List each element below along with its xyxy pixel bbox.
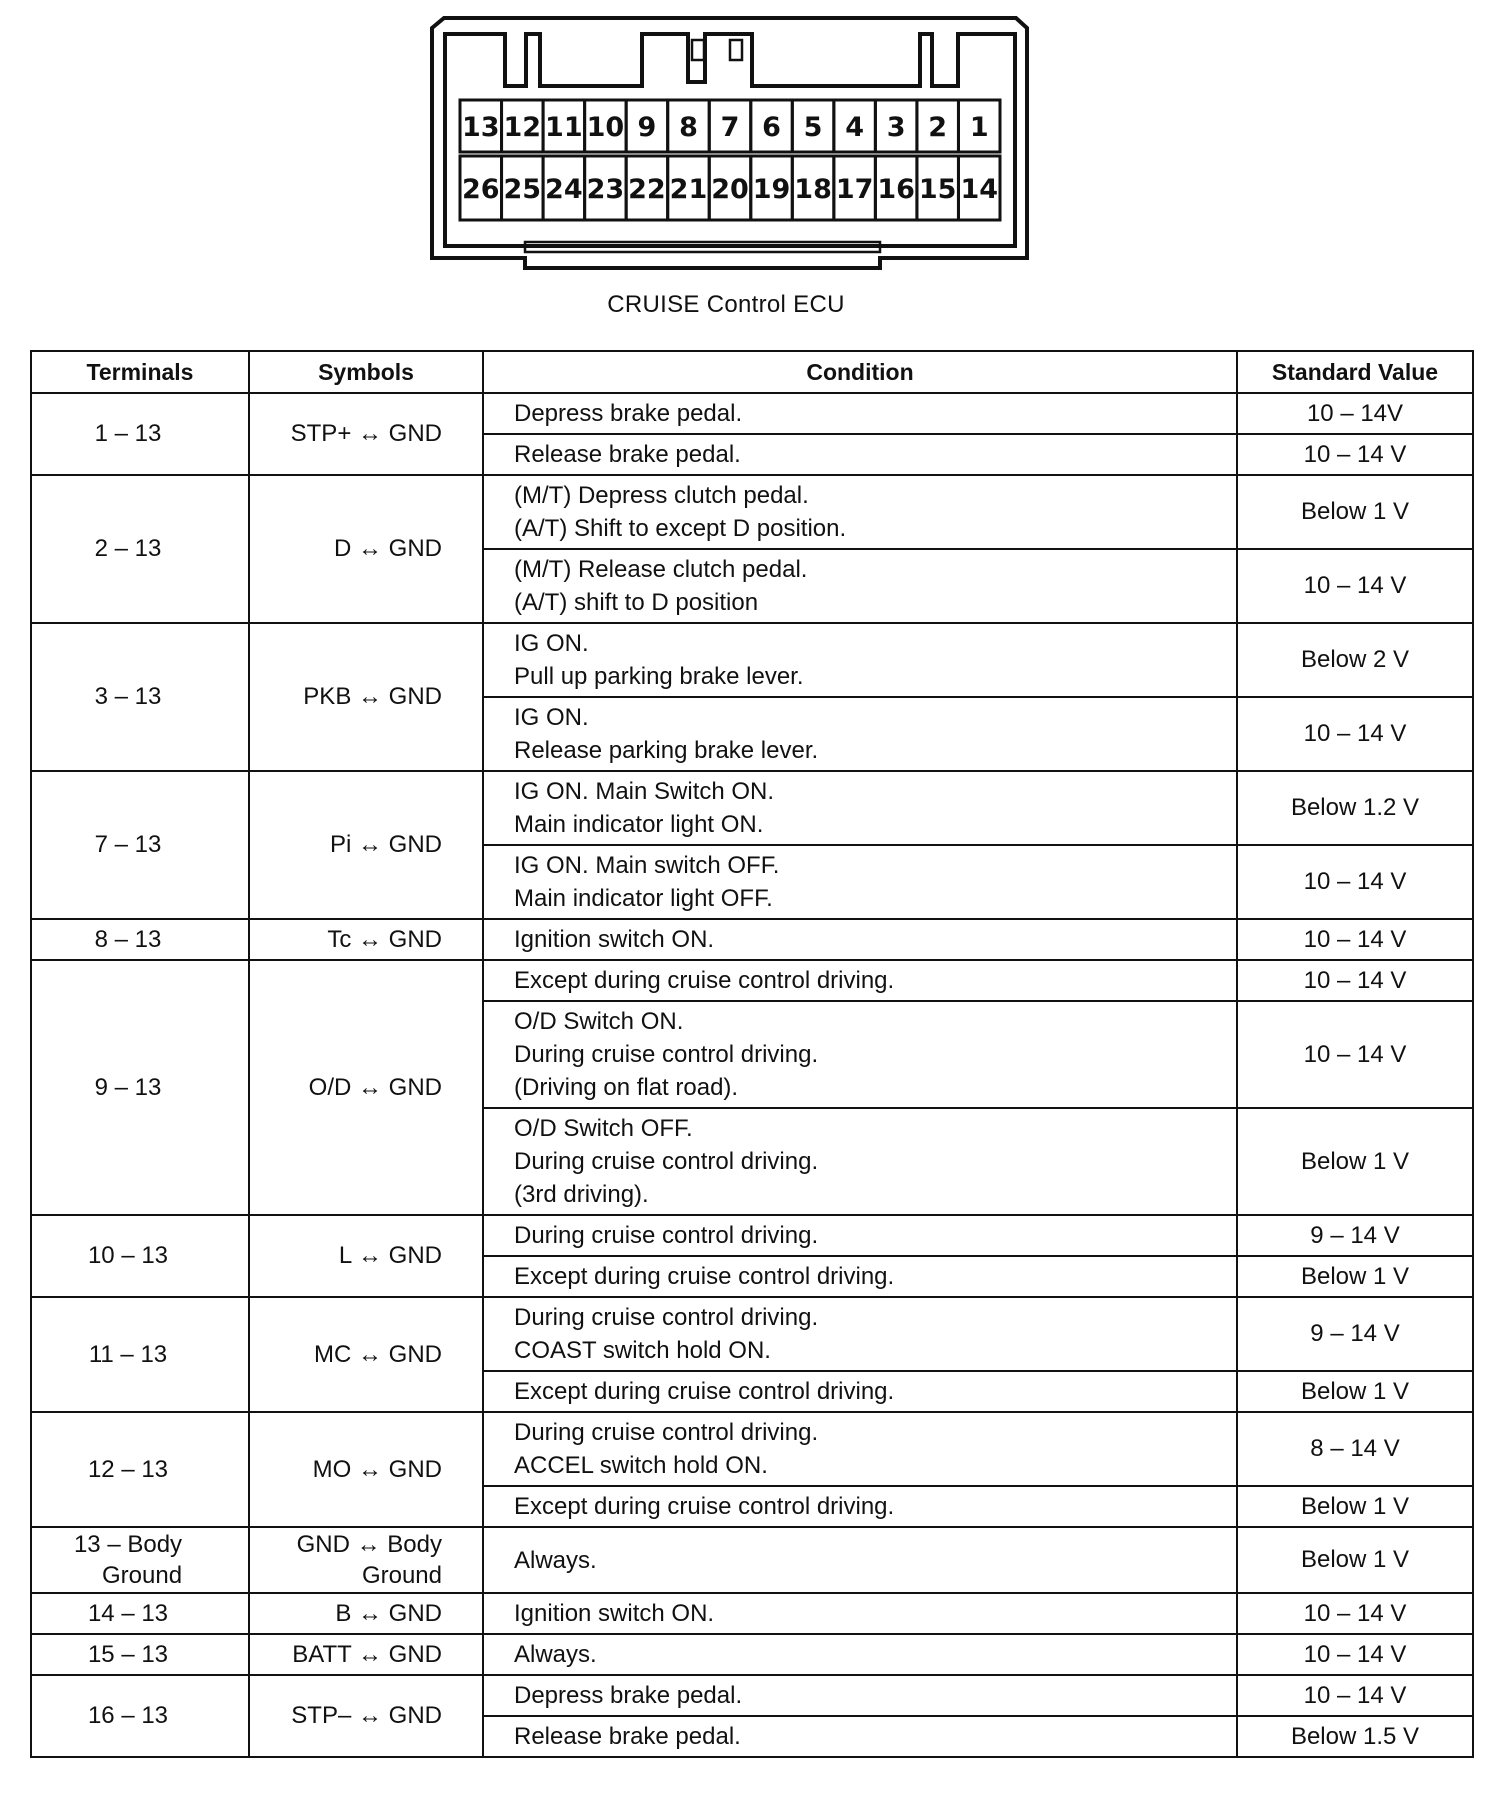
table-row	[31, 623, 1473, 697]
value-cell: Below 1 V	[1237, 1527, 1473, 1593]
symbol-cell: MO ↔ GND	[249, 1412, 483, 1527]
table-row	[31, 771, 1473, 845]
condition-cell: During cruise control driving. ACCEL switch hold ON.	[483, 1412, 1237, 1486]
header-terminals: Terminals	[31, 351, 249, 393]
connector-key-left	[692, 40, 704, 60]
value-cell: Below 1.2 V	[1237, 771, 1473, 845]
value-cell: 10 – 14 V	[1237, 1001, 1473, 1108]
value-cell: 10 – 14 V	[1237, 1675, 1473, 1716]
pin-number: 18	[794, 174, 832, 205]
pin-number: 5	[803, 112, 823, 143]
condition-cell: Depress brake pedal.	[483, 393, 1237, 434]
pin-number: 6	[762, 112, 781, 143]
terminal-spec-table	[30, 350, 1474, 1758]
header-condition: Condition	[483, 351, 1237, 393]
pin-number: 12	[503, 112, 542, 143]
symbol-multiline: GND ↔ Body Ground	[296, 1531, 442, 1589]
condition-cell: Except during cruise control driving.	[483, 1371, 1237, 1412]
pin-number: 1	[969, 112, 989, 143]
value-cell: Below 1.5 V	[1237, 1716, 1473, 1757]
pin-number: 21	[669, 174, 708, 205]
pin-number: 10	[586, 112, 625, 143]
value-cell: 10 – 14 V	[1237, 697, 1473, 771]
symbol-cell	[249, 1527, 483, 1593]
terminal-cell: 10 – 13	[31, 1215, 249, 1297]
terminal-cell: 2 – 13	[31, 475, 249, 623]
condition-cell: O/D Switch ON. During cruise control driving. (Driving on flat road).	[483, 1001, 1237, 1108]
symbol-cell: STP+ ↔ GND	[249, 393, 483, 475]
pin-number: 7	[720, 112, 740, 143]
condition-cell: During cruise control driving. COAST switch hold ON.	[483, 1297, 1237, 1371]
pin-number: 20	[711, 174, 749, 205]
header-standard-value: Standard Value	[1237, 351, 1473, 393]
pin-number: 15	[918, 174, 957, 205]
condition-cell: Release brake pedal.	[483, 434, 1237, 475]
condition-cell: Always.	[483, 1634, 1237, 1675]
value-cell: 10 – 14 V	[1237, 1593, 1473, 1634]
pin-number: 13	[461, 112, 500, 143]
pin-number: 17	[835, 174, 874, 205]
table-row	[31, 1675, 1473, 1716]
symbol-cell: STP– ↔ GND	[249, 1675, 483, 1757]
value-cell: 9 – 14 V	[1237, 1297, 1473, 1371]
table-row	[31, 1412, 1473, 1486]
value-cell: Below 1 V	[1237, 1486, 1473, 1527]
pin-number: 4	[845, 112, 865, 143]
terminal-cell: 3 – 13	[31, 623, 249, 771]
condition-cell: IG ON. Release parking brake lever.	[483, 697, 1237, 771]
table-row	[31, 1297, 1473, 1371]
terminal-cell: 12 – 13	[31, 1412, 249, 1527]
terminal-cell: 8 – 13	[31, 919, 249, 960]
table-body	[31, 393, 1473, 1757]
pin-number: 26	[461, 174, 500, 205]
value-cell: Below 1 V	[1237, 1256, 1473, 1297]
condition-cell: (M/T) Depress clutch pedal. (A/T) Shift to except D position.	[483, 475, 1237, 549]
pin-number: 3	[886, 112, 906, 143]
value-cell: 10 – 14 V	[1237, 919, 1473, 960]
pin-number: 23	[586, 174, 625, 205]
terminal-cell: 9 – 13	[31, 960, 249, 1215]
pin-number: 19	[752, 174, 791, 205]
symbol-cell: O/D ↔ GND	[249, 960, 483, 1215]
table-row	[31, 960, 1473, 1001]
condition-cell: During cruise control driving.	[483, 1215, 1237, 1256]
table-row	[31, 1634, 1473, 1675]
pin-number: 11	[545, 112, 583, 143]
pin-number: 25	[503, 174, 542, 205]
condition-cell: Except during cruise control driving.	[483, 1256, 1237, 1297]
table-row	[31, 919, 1473, 960]
condition-cell: Except during cruise control driving.	[483, 1486, 1237, 1527]
condition-cell: Release brake pedal.	[483, 1716, 1237, 1757]
symbol-cell: PKB ↔ GND	[249, 623, 483, 771]
pin-number: 24	[545, 174, 583, 205]
pin-number: 14	[960, 174, 999, 205]
terminal-cell: 1 – 13	[31, 393, 249, 475]
symbol-cell: Tc ↔ GND	[249, 919, 483, 960]
value-cell: Below 1 V	[1237, 475, 1473, 549]
table-row	[31, 1215, 1473, 1256]
value-cell: 10 – 14 V	[1237, 434, 1473, 475]
condition-cell: Except during cruise control driving.	[483, 960, 1237, 1001]
connector-diagram	[430, 16, 1030, 272]
symbol-cell: B ↔ GND	[249, 1593, 483, 1634]
symbol-cell: D ↔ GND	[249, 475, 483, 623]
value-cell: 10 – 14 V	[1237, 549, 1473, 623]
terminal-cell: 11 – 13	[31, 1297, 249, 1412]
terminal-cell: 16 – 13	[31, 1675, 249, 1757]
symbol-cell: MC ↔ GND	[249, 1297, 483, 1412]
condition-cell: Ignition switch ON.	[483, 1593, 1237, 1634]
pin-number: 16	[877, 174, 915, 205]
condition-cell: IG ON. Main Switch ON. Main indicator light ON.	[483, 771, 1237, 845]
terminal-multiline: 13 – Body Ground	[73, 1531, 183, 1589]
terminal-cell: 7 – 13	[31, 771, 249, 919]
symbol-cell: Pi ↔ GND	[249, 771, 483, 919]
table-row	[31, 1593, 1473, 1634]
condition-cell: Always.	[483, 1527, 1237, 1593]
pin-number: 2	[928, 112, 948, 143]
value-cell: 10 – 14V	[1237, 393, 1473, 434]
terminal-cell: 14 – 13	[31, 1593, 249, 1634]
value-cell: Below 2 V	[1237, 623, 1473, 697]
value-cell: 10 – 14 V	[1237, 1634, 1473, 1675]
condition-cell: IG ON. Pull up parking brake lever.	[483, 623, 1237, 697]
condition-cell: O/D Switch OFF. During cruise control driving. (3rd driving).	[483, 1108, 1237, 1215]
symbol-cell: L ↔ GND	[249, 1215, 483, 1297]
condition-cell: IG ON. Main switch OFF. Main indicator light OFF.	[483, 845, 1237, 919]
pin-number: 9	[637, 112, 657, 143]
terminal-cell: 15 – 13	[31, 1634, 249, 1675]
value-cell: 10 – 14 V	[1237, 845, 1473, 919]
value-cell: Below 1 V	[1237, 1108, 1473, 1215]
table-header-row	[31, 351, 1473, 393]
table-row	[31, 393, 1473, 434]
symbol-cell: BATT ↔ GND	[249, 1634, 483, 1675]
connector-key-right	[730, 40, 742, 60]
condition-cell: Depress brake pedal.	[483, 1675, 1237, 1716]
condition-cell: (M/T) Release clutch pedal. (A/T) shift to D position	[483, 549, 1237, 623]
ecu-caption: CRUISE Control ECU	[607, 291, 845, 318]
header-symbols: Symbols	[249, 351, 483, 393]
pin-number: 8	[679, 112, 698, 143]
connector-housing	[432, 18, 1027, 268]
pin-grid	[460, 100, 1000, 220]
pin-number: 22	[628, 174, 666, 205]
table-row	[31, 1527, 1473, 1593]
value-cell: 9 – 14 V	[1237, 1215, 1473, 1256]
terminal-cell	[31, 1527, 249, 1593]
condition-cell: Ignition switch ON.	[483, 919, 1237, 960]
value-cell: Below 1 V	[1237, 1371, 1473, 1412]
value-cell: 10 – 14 V	[1237, 960, 1473, 1001]
value-cell: 8 – 14 V	[1237, 1412, 1473, 1486]
table-row	[31, 475, 1473, 549]
